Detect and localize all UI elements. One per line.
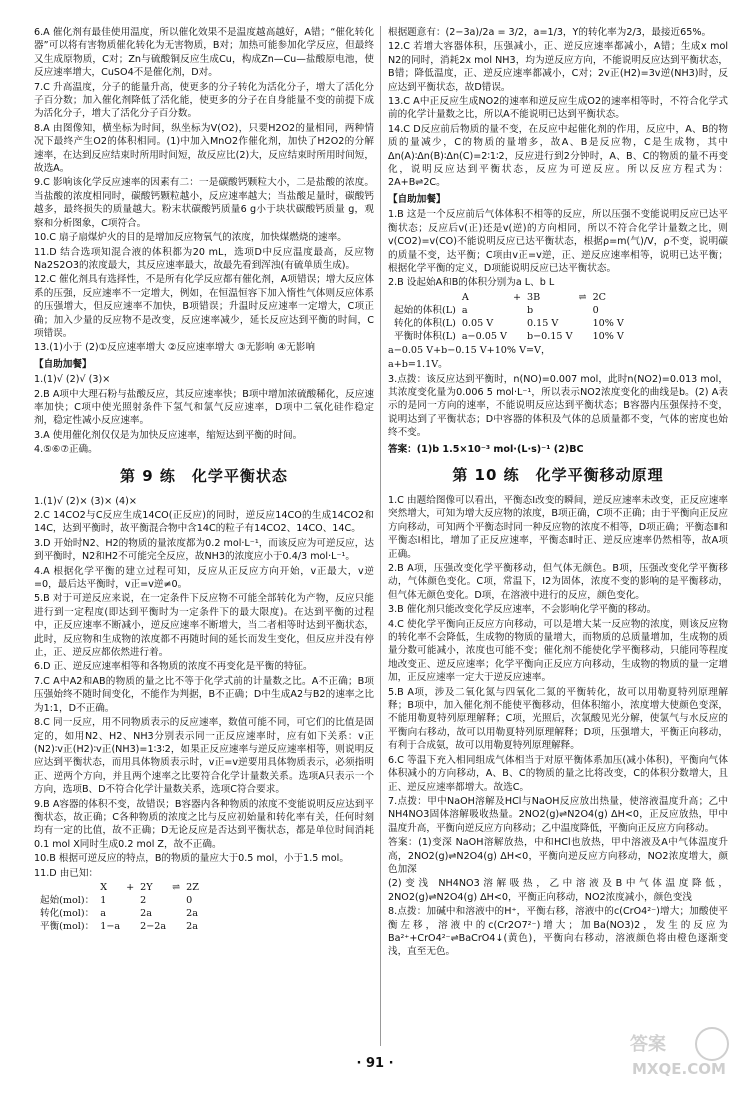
answer-12: 12.C 若增大容器体积，压强减小，正、逆反应速率都减小，A错；生成x mol N2的同时，消耗2x mol NH3，均为逆反应方向，不能说明反应达到平衡状态，B错；降低温度，正、逆反应速率都减小，C对；2v正(H2)=3v逆(NH3)时，反应达到平衡状态，故D错误。: [388, 41, 728, 93]
left-column: [34, 26, 374, 934]
table-cell: b−0.15 V: [526, 330, 573, 342]
table-cell: a: [100, 907, 106, 919]
table-cell: ⇌: [578, 291, 587, 303]
table-row: [40, 894, 205, 907]
zizhu-3: 3.点拨：该反应达到平衡时，n(NO)=0.007 mol，此时n(NO2)=0.013 mol，其浓度变化量为0.006 5 mol·L⁻¹，所以表示NO2浓度变化的曲线是b。(2) A表示的是同一方向的速率，不能说明反应达到平衡状态；B容器内压强保持不变，说明达到了平衡状态；D中容器的体积及气体的总质量都不变，气体的密度也始终不变。: [388, 373, 728, 439]
s9-answer-4: 4.A 根据化学平衡的建立过程可知，反应从正反应方向开始，v正最大，v逆=0，最后达平衡时，v正=v逆≠0。: [34, 565, 374, 591]
table-row: [394, 304, 630, 317]
table-cell: 起始的体积(L): [394, 304, 456, 316]
table-cell: +: [126, 881, 135, 893]
table-cell: +: [512, 291, 521, 303]
table-cell: 2−2a: [140, 920, 167, 932]
table-cell: 0.15 V: [526, 317, 559, 329]
table-row: [394, 317, 630, 330]
s10-answer-5: 5.B A项，涉及二氧化氮与四氧化二氮的平衡转化，故可以用勒夏特列原理解释；B项中，加入催化剂不能使平衡移动，但体积缩小，浓度增大使颜色变深，不能用勒夏特列原理解释；C项，光照后，次氯酸见光分解，使氯气与水反应的平衡向右移动，故可以用勒夏特列原理解释；D项，压强增大，平衡正向移动，有利于合成氨，故可以用勒夏特列原理解释。: [388, 686, 728, 752]
table-cell: 2a: [186, 907, 198, 919]
table-cell: 2a: [140, 907, 152, 919]
section-title-10: 第 10 练 化学平衡移动原理: [452, 465, 664, 484]
zizhu-4: 4.⑤⑥⑦正确。: [34, 444, 98, 456]
answer-11: 11.D 结合选项知混合液的体积都为20 mL，选项D中反应温度最高，反应物Na2S2O3的浓度最大，其反应速率最大，故最先看到浑浊(有硫单质生成)。: [34, 246, 374, 271]
answer-7: 7.C 升高温度，分子的能量升高，使更多的分子转化为活化分子，增大了活化分子百分数；加入催化剂降低了活化能，使更多的分子在自身能量不变的前提下成为活化分子，增大了活化分子百分数。: [34, 81, 374, 120]
table-cell: 2Y: [140, 881, 153, 893]
answer-12: 12.C 催化剂具有选择性，不是所有化学反应都有催化剂，A项错误；增大反应体系的压强，反应速率不一定增大，例如，在恒温恒容下加入惰性气体则反应体系的压强增大，但反应速率不加快，B项错误；升温时反应速率一定增大，C项正确；加入少量的反应物不是改变，反应速率减少，延长反应达到平衡的时间，C项错误。: [34, 274, 374, 339]
s9-answer-10: 10.B 根据可逆反应的特点，B的物质的量应大于0.5 mol，小于1.5 mol。: [34, 853, 349, 865]
table-cell: 转化(mol)：: [40, 907, 95, 919]
table-row: [40, 920, 205, 933]
zizhu-heading: 【自助加餐】: [388, 193, 446, 205]
table-cell: [172, 894, 186, 907]
s9-answer-8: 8.C 同一反应，用不同物质表示的反应速率，数值可能不同，可它们的比值是固定的，如用N2、H2、NH3分别表示同一正反应速率时，应有如下关系：v正(N2)∶v正(H2)∶v正(NH3)=1∶3∶2，如果正反应速率与逆反应速率相等，则说明反应达到平衡状态，而用具体物质表示时，v正=v逆要用具体物质表示，必须指明正、逆两个方向，并且两个速率之比要符合化学计量数关系。选项A只表示一个方向，选项B、D不符合化学计量数关系，选项C符合要求。: [34, 717, 374, 796]
answer-13: 13.(1)小于 (2)①反应速率增大 ②反应速率增大 ③无影响 ④无影响: [34, 342, 315, 354]
table-cell: [579, 304, 593, 317]
zizhu-2: 2.B 设起始A和B的体积分别为a L、b L: [388, 277, 555, 289]
table-row: [394, 330, 630, 343]
s10-answer-8: 8.点拨：加碱中和溶液中的H⁺，平衡右移，溶液中的c(CrO4²⁻)增大；加酸使平衡左移，溶液中的c(Cr2O7²⁻)增大；加Ba(NO3)2，发生的反应为Ba²⁺+CrO4²⁻⇌BaCrO4↓(黄色)，平衡向右移动，溶液颜色将由橙色逐渐变浅，直至无色。: [388, 906, 728, 958]
page-number: · 91 ·: [356, 1056, 394, 1071]
table-cell: 10% V: [592, 317, 624, 329]
table-cell: [513, 330, 527, 343]
right-column: [388, 26, 728, 960]
zizhu-heading: 【自助加餐】: [34, 358, 92, 370]
s10-answer-7: 7.点拨：甲中NaOH溶解及HCl与NaOH反应放出热量，使溶液温度升高；乙中NH4NO3固体溶解吸收热量。2NO2(g)⇌N2O4(g) ΔH<0，正反应放热，甲中温度升高，平衡向逆反应方向移动；乙中温度降低，平衡向正反应方向移动。: [388, 795, 728, 834]
svg-text:答案: 答案: [630, 1034, 666, 1055]
table-cell: 2a: [186, 920, 198, 932]
table-cell: [579, 317, 593, 330]
s10-answer-7-answer-2: (2)变浅 NH4NO3溶解吸热，乙中溶液及B中气体温度降低，2NO2(g)⇌N2O4(g) ΔH<0，平衡正向移动，NO2浓度减小，颜色变浅: [388, 878, 728, 903]
table-cell: 0: [592, 304, 599, 316]
table-cell: 10% V: [592, 330, 624, 342]
s9-answer-5: 5.B 对于可逆反应来说，在一定条件下反应物不可能全部转化为产物，反应只能进行到一定程度(即达到平衡时为一定条件下的最大限度)。在达到平衡的过程中，正反应速率不断减小，逆反应速率不断增大，当二者相等时达到平衡状态，此时，反应物和生成物的浓度都不再随时间的延长而发生变化，但反应并没有停止，正、逆反应都依然进行着。: [34, 593, 374, 659]
table-cell: 1: [100, 894, 107, 906]
table-cell: 2Z: [186, 881, 199, 893]
s9-answer-1: 1.(1)√ (2)× (3)× (4)×: [34, 495, 137, 507]
table-cell: a: [461, 304, 468, 316]
answer-13: 13.C A中正反应生成NO2的速率和逆反应生成O2的速率相等时，不符合化学式前的化学计量数之比，所以A不能说明已达到平衡状态。: [388, 96, 728, 121]
table-cell: [579, 330, 593, 343]
table-cell: 3B: [526, 291, 541, 303]
s10-answer-7-answer: 答案：(1)变深 NaOH溶解放热，中和HCl也放热，甲中溶液及A中气体温度升高，2NO2(g)⇌N2O4(g) ΔH<0，平衡向逆反应方向移动，NO2浓度增大，颜色加深: [388, 837, 728, 875]
answer-14: 14.C D反应前后物质的量不变，在反应中起催化剂的作用，反应中，A、B的物质的量减少，C的物质的量增多，故A、B是反应物，C是生成物，其中Δn(A)∶Δn(B)∶Δn(C)=2∶1∶2，反应进行到2分钟时，A、B、C的物质的量不再变化，说明反应达到平衡状态，反应为可逆反应。所以反应方程式为：2A+B⇌2C。: [388, 123, 728, 189]
answer-9: 9.C 影响该化学反应速率的因素有二：一是碳酸钙颗粒大小，二是盐酸的浓度。当盐酸的浓度相同时，碳酸钙颗粒越小，反应速率越大；当盐酸足量时，碳酸钙越多，最终损失的质量越大。粉末状碳酸钙质量6 g小于块状碳酸钙质量 g，观察和分析图象，C项符合。: [34, 177, 374, 229]
s10-answer-1: 1.C 由题给图像可以看出，平衡态Ⅰ改变的瞬间，逆反应速率未改变，正反应速率突然增大，可知为增大反应物的浓度，B项正确，C项不正确；由于平衡向正反应方向移动，可知两个平衡态时同一种反应物的浓度不相等，D项正确；平衡态Ⅱ和平衡态Ⅰ相比，增加了正反应速率，平衡态Ⅱ时正、逆反应速率仍然相等，故A项正确。: [388, 494, 728, 560]
table-equation-row: [394, 291, 630, 304]
equilibrium-table-2: [394, 291, 630, 343]
zizhu-1: 1.B 这是一个反应前后气体体积不相等的反应，所以压强不变能说明反应已达平衡状态；反应后v(正)还是v(逆)的方向相同，所以不符合化学计量数之比，则v(CO2)=v(CO)不能说明反应已达平衡状态，根据ρ=m(气)/V，ρ不变，说明碳的质量不变，达平衡；C项由v正=v逆，正、逆反应速率相等，说明已达平衡；根据化学平衡的定义，D项能说明反应已达平衡状态。: [388, 209, 728, 274]
table-cell: [126, 907, 140, 920]
equilibrium-table-11: [40, 881, 205, 933]
s9-answer-6: 6.D 正、逆反应速率相等和各物质的浓度不再变化是平衡的特征。: [34, 661, 313, 673]
section-title-9: 第 9 练 化学平衡状态: [120, 466, 288, 485]
svg-text:MXQE.COM: MXQE.COM: [632, 1060, 726, 1078]
s10-answer-6: 6.C 等温下充入相同组成气体相当于对原平衡体系加压(减小体积)，平衡向气体体积减小的方向移动，A、B、C的物质的量之比将改变，C的体积分数增大，且正、逆反应速率都增大。故选C。: [388, 754, 728, 793]
answer-8: 8.A 由图像知，横坐标为时间，纵坐标为V(O2)，只要H2O2的量相同，两种情况下最终产生O2的体积相同。(1)中加入MnO2作催化剂，加快了H2O2的分解速率，在达到反应结束时所用时间短，故反应比(2)大，反应结束时所用时间短，故选A。: [34, 122, 374, 175]
table-cell: 起始(mol)：: [40, 894, 95, 906]
table-cell: 平衡(mol)：: [40, 920, 95, 932]
zizhu-2-equation: a−0.05 V+b−0.15 V+10% V=V，: [388, 344, 551, 356]
s10-answer-4: 4.C 使化学平衡向正反应方向移动，可以是增大某一反应物的浓度，则该反应物的转化率不会降低，生成物的物质的量增大，而物质的总质量增加，生成物的质量分数可能减小，浓度也可能不变；催化剂不能使化学平衡移动，只能同等程度地改变正、逆反应速率；化学平衡向正反应方向移动，生成物的物质的量一定增加，正反应速率一定大于逆反应速率。: [388, 618, 728, 684]
s9-answer-7: 7.C A中A2和AB的物质的量之比不等于化学式前的计量数之比。A不正确；B项压强始终不随时间变化，不能作为判据，B不正确；D中生成A2与B2的速率之比为1:1，D不正确。: [34, 675, 374, 714]
table-equation-row: [40, 881, 205, 894]
zizhu-1: 1.(1)√ (2)√ (3)×: [34, 374, 111, 386]
table-cell: [126, 894, 140, 907]
table-cell: 0: [186, 894, 193, 906]
watermark-logo-icon: [626, 1024, 736, 1082]
table-cell: 平衡时体积(L): [394, 330, 456, 342]
table-cell: b: [526, 304, 534, 316]
table-cell: a−0.05 V: [461, 330, 507, 342]
s10-answer-2: 2.B A项，压强改变化学平衡移动，但气体无颜色。B项，压强改变化学平衡移动，气体颜色变化。C项，常温下，I2为固体，浓度不变的影响的是平衡移动，但气体无颜色变化。D项，在溶液中进行的反应，颜色变化。: [388, 563, 728, 601]
table-cell: [513, 317, 527, 330]
table-cell: 0.05 V: [461, 317, 494, 329]
table-cell: 2C: [592, 291, 607, 303]
s9-answer-9: 9.B A容器的体积不变，故错误；B容器内各种物质的浓度不变能说明反应达到平衡状态，故正确；C各种物质的浓度之比与反应初始量和转化率有关，任何时刻均有一定的比值，故不正确；D无论反应是否达到平衡状态，都是单位时间消耗0.1 mol X同时生成0.2 mol Z，故不正确。: [34, 798, 374, 850]
s9-answer-11: 11.D 由已知：: [34, 867, 99, 879]
table-cell: [513, 304, 527, 317]
table-cell: 转化的体积(L): [394, 317, 456, 329]
s9-answer-3: 3.D 开始时N2、H2的物质的量浓度都为0.2 mol·L⁻¹，而该反应为可逆反应，达到平衡时，N2和H2不可能完全反应，故NH3的浓度应小于0.4/3 mol·L⁻¹。: [34, 537, 374, 563]
table-cell: 2: [140, 894, 147, 906]
s10-answer-3: 3.B 催化剂只能改变化学反应速率，不会影响化学平衡的移动。: [388, 604, 657, 616]
table-cell: X: [100, 881, 108, 893]
table-row: [40, 907, 205, 920]
zizhu-3-answer: 答案：(1)b 1.5×10⁻³ mol·(L·s)⁻¹ (2)BC: [388, 443, 584, 455]
column-divider: [380, 26, 381, 1046]
table-cell: ⇌: [172, 881, 181, 893]
answer-11-continued: 根据题意有：(2−3a)/2a = 3/2，a=1/3，Y的转化率为2/3，最接近65%。: [388, 27, 712, 38]
table-cell: [172, 920, 186, 933]
table-cell: [126, 920, 140, 933]
s9-answer-2: 2.C 14CO2与C反应生成14CO(正反应)的同时，逆反应14CO的生成14CO2和14C，达到平衡时，故平衡混合物中含14C的粒子有14CO2、14CO、14C。: [34, 510, 374, 535]
table-cell: A: [461, 291, 469, 303]
zizhu-3: 3.A 使用催化剂仅仅是为加快反应速率，缩短达到平衡的时间。: [34, 429, 303, 441]
table-cell: 1−a: [100, 920, 121, 932]
answer-6: 6.A 催化剂有最佳使用温度，所以催化效果不是温度越高越好，A错；“催化转化器”可以将有害物质催化转化为无害物质，B对；加热可能参加化学反应，但最终又生成原物质，C对；Zn与硫酸铜反应生成Cu，构成Zn—Cu—盐酸原电池，使反应速率增大，CuSO4不是催化剂，D对。: [34, 27, 374, 79]
zizhu-2: 2.B A项中大理石粉与盐酸反应，其反应速率快；B项中增加浓硫酸稀化，反应速率加快；C项中使光照射条件下氢气和氯气反应速率，D项中二氧化硅作稳定剂，稳定性减小反应速率。: [34, 388, 374, 427]
zizhu-2-result: a+b=1.1V。: [388, 359, 448, 371]
answer-10: 10.C 扇子扇煤炉火的目的是增加反应物氧气的浓度，加快煤燃烧的速率。: [34, 232, 347, 244]
table-cell: [172, 907, 186, 920]
